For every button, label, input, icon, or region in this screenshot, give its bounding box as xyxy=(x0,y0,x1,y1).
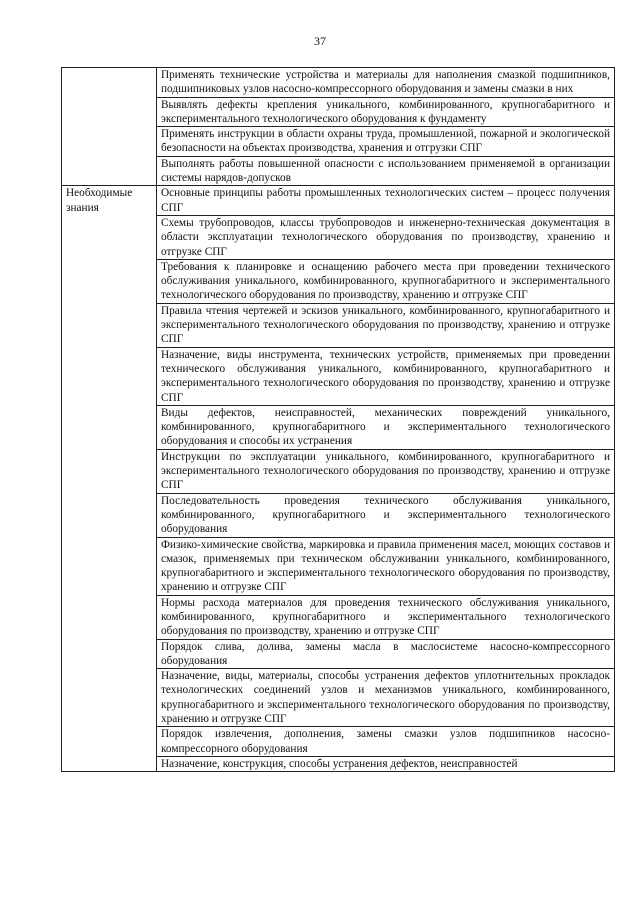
table-cell: Требования к планировке и оснащению рабочего места при проведении технического обслуживания уникального, комбинированного, крупногабаритного и экспериментального технологического оборудования по производству, хранению и отгрузке СПГ xyxy=(157,259,615,303)
table-cell: Последовательность проведения технического обслуживания уникального, комбинированного, крупногабаритного и экспериментального технологического оборудования xyxy=(157,493,615,537)
table-cell: Выполнять работы повышенной опасности с использованием применяемой в организации системы нарядов-допусков xyxy=(157,156,615,186)
table-cell: Применять инструкции в области охраны труда, промышленной, пожарной и экологической безопасности на объектах производства, хранения и отгрузки СПГ xyxy=(157,127,615,157)
table-cell: Схемы трубопроводов, классы трубопроводов и инженерно-техническая документация в области эксплуатации технологического оборудования по производству, хранению и отгрузке СПГ xyxy=(157,215,615,259)
requirements-table xyxy=(61,67,615,772)
table-cell: Физико-химические свойства, маркировка и правила применения масел, моющих составов и смазок, применяемых при техническом обслуживании уникального, комбинированного, крупногабаритного и экспериментального технологического оборудования по производству, хранению и отгрузке СПГ xyxy=(157,537,615,595)
table-cell: Назначение, конструкция, способы устранения дефектов, неисправностей xyxy=(157,756,615,771)
section-label-knowledge: Необходимые знания xyxy=(62,186,157,772)
section-label-skills xyxy=(62,68,157,186)
table-row xyxy=(62,68,615,98)
table-cell: Нормы расхода материалов для проведения технического обслуживания уникального, комбинированного, крупногабаритного и экспериментального технологического оборудования по производству, хранению и отгрузке СПГ xyxy=(157,595,615,639)
table-cell: Выявлять дефекты крепления уникального, комбинированного, крупногабаритного и экспериментального технологического оборудования к фундаменту xyxy=(157,97,615,127)
table-cell: Порядок извлечения, дополнения, замены смазки узлов подшипников насосно-компрессорного оборудования xyxy=(157,727,615,757)
table-cell: Основные принципы работы промышленных технологических систем – процесс получения СПГ xyxy=(157,186,615,216)
table-cell: Порядок слива, долива, замены масла в маслосистеме насосно-компрессорного оборудования xyxy=(157,639,615,669)
table-cell: Правила чтения чертежей и эскизов уникального, комбинированного, крупногабаритного и экспериментального технологического оборудования по производству, хранению и отгрузке СПГ xyxy=(157,303,615,347)
page-number: 37 xyxy=(314,34,326,48)
table-cell: Виды дефектов, неисправностей, механических повреждений уникального, комбинированного, крупногабаритного и экспериментального технологического оборудования и способы их устранения xyxy=(157,405,615,449)
table-cell: Инструкции по эксплуатации уникального, комбинированного, крупногабаритного и экспериментального технологического оборудования по производству, хранению и отгрузке СПГ xyxy=(157,449,615,493)
table-cell: Применять технические устройства и материалы для наполнения смазкой подшипников, подшипниковых узлов насосно-компрессорного оборудования и замены смазки в них xyxy=(157,68,615,98)
table-cell: Назначение, виды инструмента, технических устройств, применяемых при проведении технического обслуживания уникального, комбинированного, крупногабаритного и экспериментального технологического оборудования по производству, хранению и отгрузке СПГ xyxy=(157,347,615,405)
table-row xyxy=(62,186,615,216)
table-cell: Назначение, виды, материалы, способы устранения дефектов уплотнительных прокладок технологических соединений узлов и механизмов уникального, комбинированного, крупногабаритного и экспериментального технологического оборудования по производству, хранению и отгрузке СПГ xyxy=(157,669,615,727)
